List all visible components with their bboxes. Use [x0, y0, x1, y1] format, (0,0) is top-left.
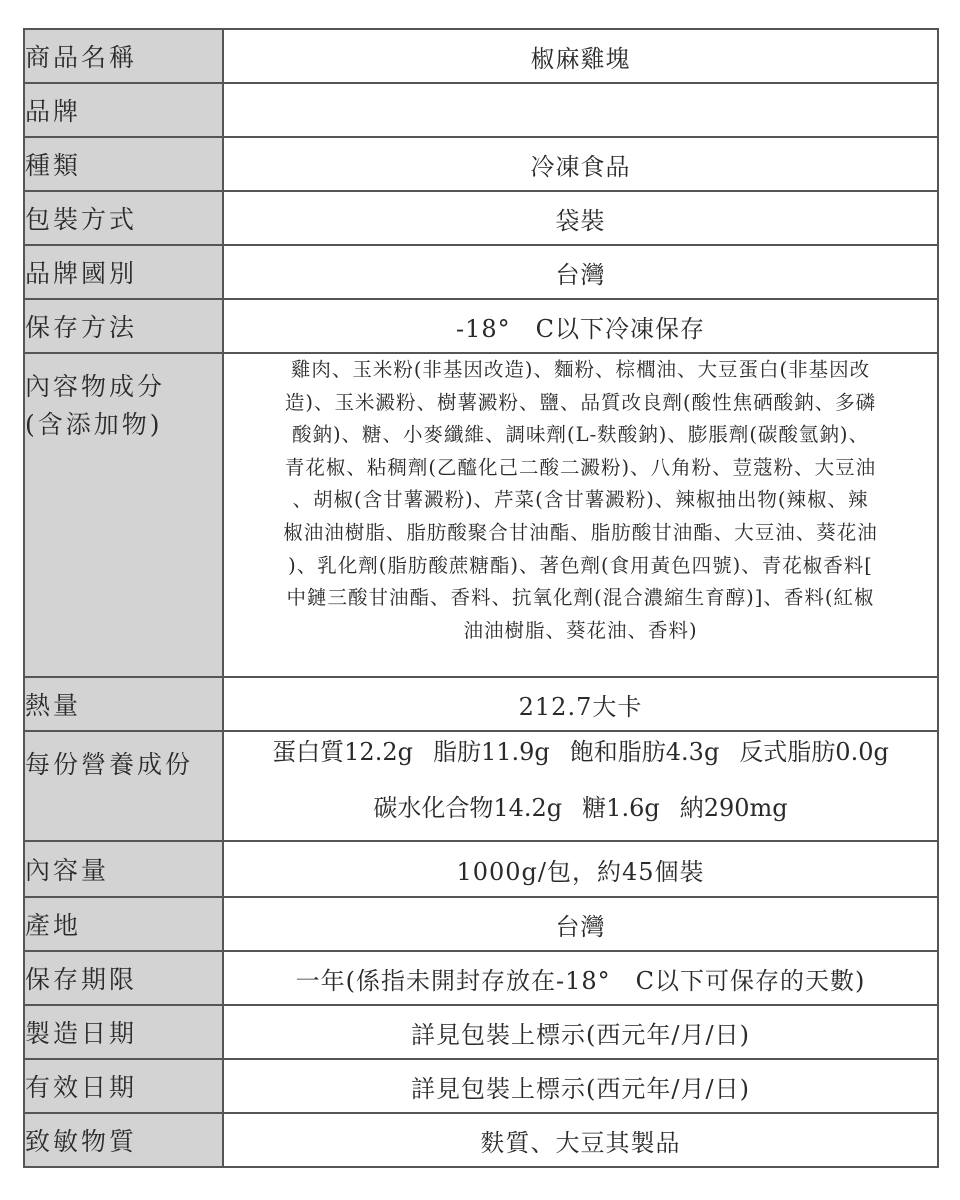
ingredients-line: 酸鈉)、糖、小麥纖維、調味劑(L-麩酸鈉)、膨脹劑(碳酸氫鈉)、: [291, 423, 870, 447]
row-calories: [24, 677, 938, 731]
label-nutrition: 每份營養成份: [24, 731, 223, 841]
nutrition-line-1: [224, 732, 937, 772]
row-allergens: [24, 1113, 938, 1167]
value-origin: 台灣: [223, 897, 938, 951]
label-category: 種類: [24, 137, 223, 191]
value-packaging: 袋裝: [223, 191, 938, 245]
label-origin: 產地: [24, 897, 223, 951]
ingredients-line: 雞肉、玉米粉(非基因改造)、麵粉、棕櫚油、大豆蛋白(非基因改: [290, 358, 871, 381]
label-product-name: 商品名稱: [24, 29, 223, 83]
row-product-name: [24, 29, 938, 83]
label-shelf-life: 保存期限: [24, 951, 223, 1005]
row-brand: [24, 83, 938, 137]
nutrition-fat: 脂肪11.9g: [432, 738, 550, 766]
row-expiry-date: [24, 1059, 938, 1113]
value-expiry-date: 詳見包裝上標示(西元年/月/日): [223, 1059, 938, 1113]
nutrition-sugar: 糖1.6g: [582, 794, 660, 822]
value-category: 冷凍食品: [223, 137, 938, 191]
value-allergens: 麩質、大豆其製品: [223, 1113, 938, 1167]
ingredients-line: 青花椒、粘稠劑(乙醯化己二酸二澱粉)、八角粉、荳蔻粉、大豆油: [284, 455, 877, 479]
value-brand: [223, 83, 938, 137]
row-packaging: [24, 191, 938, 245]
row-storage: [24, 299, 938, 353]
value-net-content: 1000g/包，約45個裝: [223, 841, 938, 897]
value-calories: 212.7大卡: [223, 677, 938, 731]
nutrition-line-2: [224, 788, 937, 828]
product-spec-table: [23, 28, 939, 1168]
nutrition-sodium: 納290mg: [679, 794, 788, 822]
label-calories: 熱量: [24, 677, 223, 731]
label-brand-country: 品牌國別: [24, 245, 223, 299]
nutrition-carbohydrate: 碳水化合物14.2g: [373, 794, 563, 822]
row-net-content: [24, 841, 938, 897]
ingredients-line: 椒油油樹脂、脂肪酸聚合甘油酯、脂肪酸甘油酯、大豆油、葵花油: [283, 520, 878, 544]
ingredients-line: 、胡椒(含甘薯澱粉)、芹菜(含甘薯澱粉)、辣椒抽出物(辣椒、辣: [292, 488, 869, 512]
nutrition-trans-fat: 反式脂肪0.0g: [739, 738, 889, 766]
value-storage: -18° C以下冷凍保存: [223, 299, 938, 353]
value-brand-country: 台灣: [223, 245, 938, 299]
nutrition-protein: 蛋白質12.2g: [272, 738, 413, 766]
row-shelf-life: [24, 951, 938, 1005]
value-product-name: 椒麻雞塊: [223, 29, 938, 83]
label-allergens: 致敏物質: [24, 1113, 223, 1167]
label-net-content: 內容量: [24, 841, 223, 897]
ingredients-line: 油油樹脂、葵花油、香料): [463, 618, 698, 642]
ingredients-line: )、乳化劑(脂肪酸蔗糖酯)、著色劑(食用黃色四號)、青花椒香料[: [288, 553, 873, 577]
value-nutrition: [223, 731, 938, 841]
ingredients-line: 造)、玉米澱粉、樹薯澱粉、鹽、品質改良劑(酸性焦硒酸鈉、多磷: [284, 390, 877, 414]
label-expiry-date: 有效日期: [24, 1059, 223, 1113]
value-shelf-life: 一年(係指未開封存放在-18° C以下可保存的天數): [223, 951, 938, 1005]
label-ingredients: [24, 353, 223, 677]
row-origin: [24, 897, 938, 951]
nutrition-saturated-fat: 飽和脂肪4.3g: [569, 738, 720, 766]
row-ingredients: [24, 353, 938, 677]
label-packaging: 包裝方式: [24, 191, 223, 245]
row-brand-country: [24, 245, 938, 299]
label-ingredients-sub: (含添加物): [25, 410, 163, 439]
label-ingredients-main: 內容物成分: [25, 372, 166, 401]
value-ingredients: [223, 353, 938, 677]
label-brand: 品牌: [24, 83, 223, 137]
label-manufacture-date: 製造日期: [24, 1005, 223, 1059]
value-manufacture-date: 詳見包裝上標示(西元年/月/日): [223, 1005, 938, 1059]
row-manufacture-date: [24, 1005, 938, 1059]
row-nutrition: [24, 731, 938, 841]
label-storage: 保存方法: [24, 299, 223, 353]
row-category: [24, 137, 938, 191]
ingredients-line: 中鏈三酸甘油酯、香料、抗氧化劑(混合濃縮生育醇)]、香料(紅椒: [286, 586, 875, 610]
